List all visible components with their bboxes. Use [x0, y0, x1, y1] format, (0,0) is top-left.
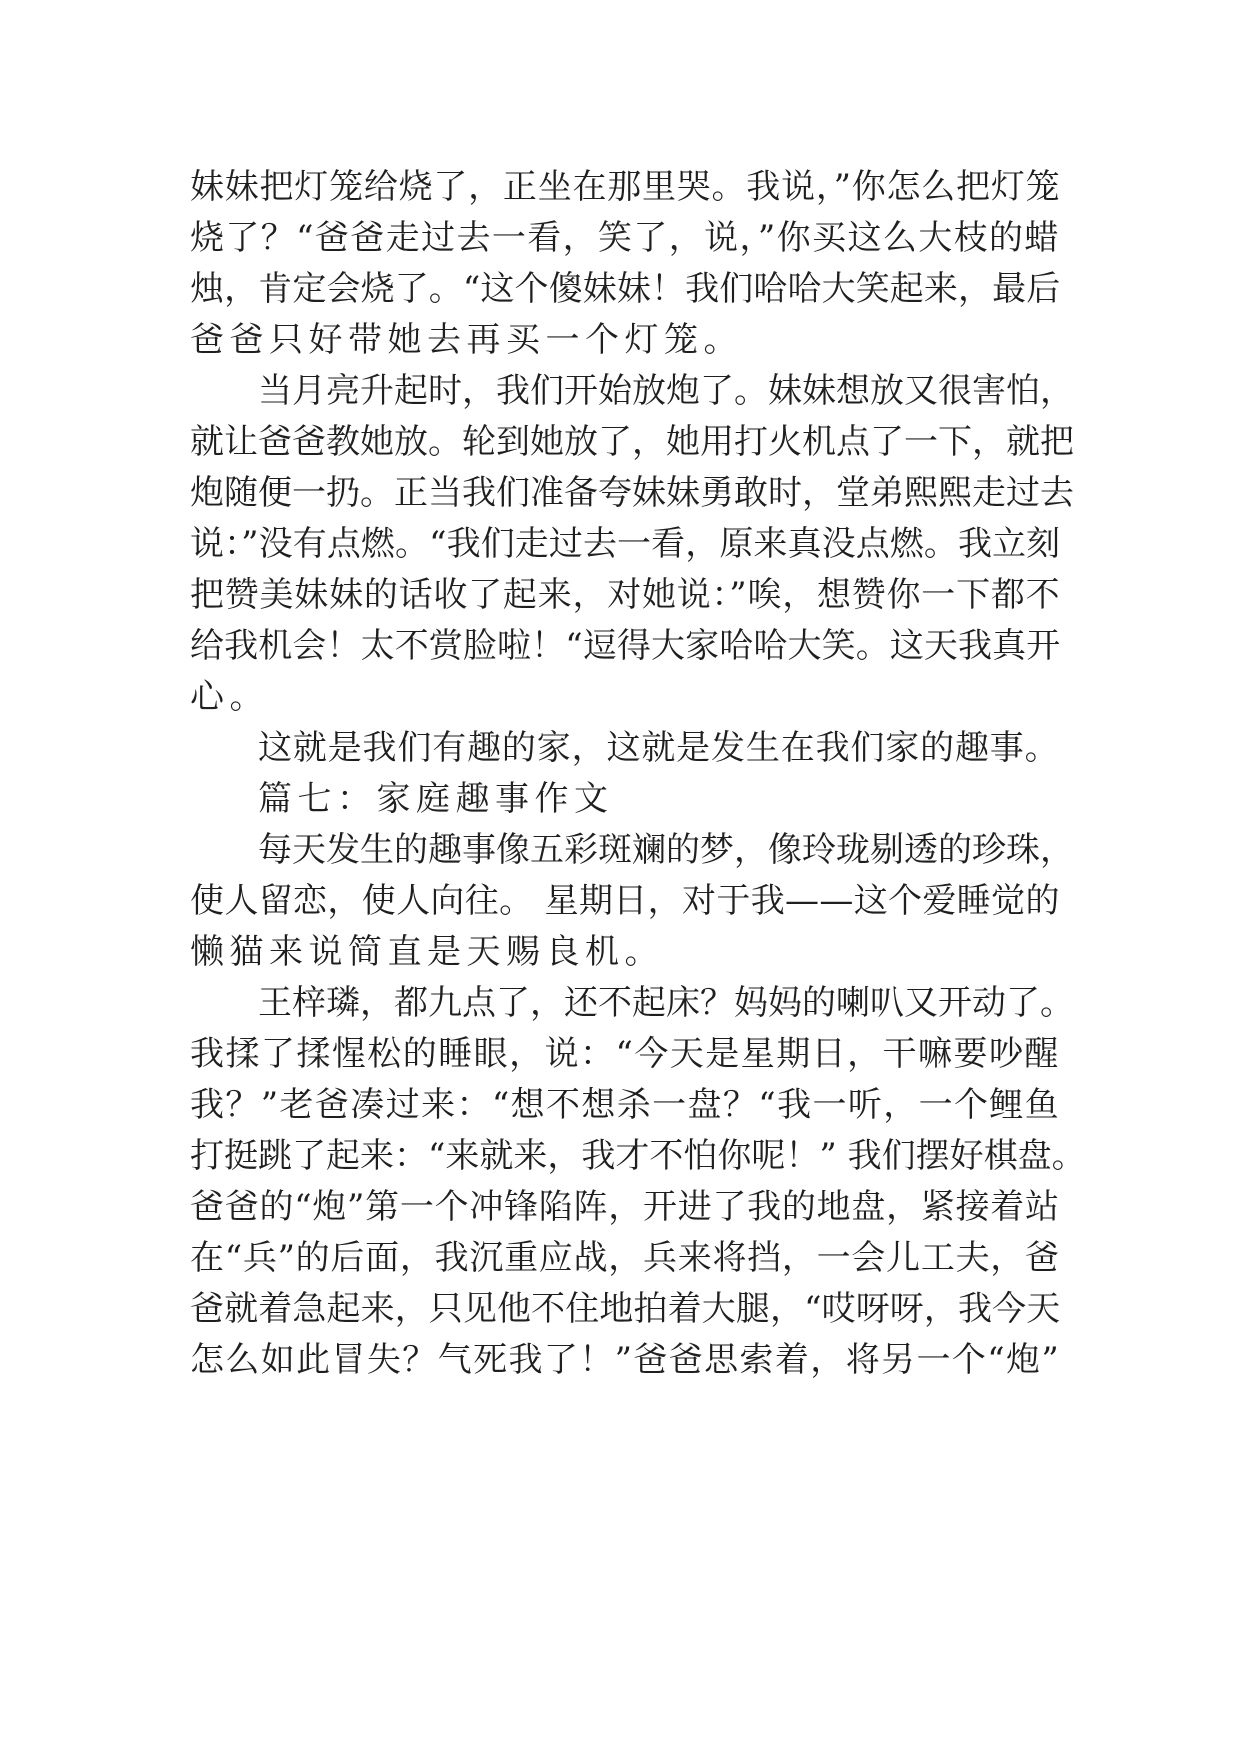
text-line: 我揉了揉惺松的睡眼，说：“今天是星期日，干嘛要吵醒	[190, 1034, 1060, 1074]
text-line: 当月亮升起时，我们开始放炮了。妹妹想放又很害怕，	[258, 371, 1074, 411]
text-line: 爸就着急起来，只见他不住地拍着大腿，“哎呀呀，我今天	[190, 1289, 1061, 1329]
text-line: 心。	[190, 677, 269, 717]
text-line: 说：”没有点燃。“我们走过去一看，原来真没点燃。我立刻	[190, 524, 1061, 564]
text-line: 炮随便一扔。正当我们准备夸妹妹勇敢时，堂弟熙熙走过去	[190, 473, 1074, 513]
text-line: 就让爸爸教她放。轮到她放了，她用打火机点了一下，就把	[190, 422, 1074, 462]
text-line: 在“兵”的后面，我沉重应战，兵来将挡，一会儿工夫，爸	[190, 1238, 1060, 1278]
text-line: 王梓璘，都九点了，还不起床？妈妈的喇叭又开动了。	[258, 983, 1074, 1023]
text-line: 这就是我们有趣的家，这就是发生在我们家的趣事。	[258, 728, 1060, 768]
text-line: 懒猫来说简直是天赐良机。	[190, 932, 664, 972]
text-line: 使人留恋，使人向往。 星期日，对于我——这个爱睡觉的	[190, 881, 1060, 921]
text-line: 打挺跳了起来：“来就来，我才不怕你呢！” 我们摆好棋盘。	[190, 1136, 1086, 1176]
text-line: 我？”老爸凑过来：“想不想杀一盘？“我一听，一个鲤鱼	[190, 1085, 1061, 1125]
text-line: 给我机会！太不赏脸啦！“逗得大家哈哈大笑。这天我真开	[190, 626, 1061, 666]
text-line: 烛，肯定会烧了。“这个傻妹妹！我们哈哈大笑起来，最后	[190, 269, 1061, 309]
text-line: 爸爸只好带她去再买一个灯笼。	[190, 320, 743, 360]
text-line: 烧了？“爸爸走过去一看，笑了，说，”你买这么大枝的蜡	[190, 218, 1060, 258]
text-line: 爸爸的“炮”第一个冲锋陷阵，开进了我的地盘，紧接着站	[190, 1187, 1060, 1227]
text-line: 怎么如此冒失？气死我了！”爸爸思索着，将另一个“炮”	[190, 1340, 1061, 1380]
section-heading: 篇七：家庭趣事作文	[258, 779, 614, 819]
text-line: 把赞美妹妹的话收了起来，对她说：”唉，想赞你一下都不	[190, 575, 1061, 615]
text-line: 每天发生的趣事像五彩斑斓的梦，像玲珑剔透的珍珠，	[258, 830, 1074, 870]
text-line: 妹妹把灯笼给烧了，正坐在那里哭。我说，”你怎么把灯笼	[190, 167, 1061, 207]
